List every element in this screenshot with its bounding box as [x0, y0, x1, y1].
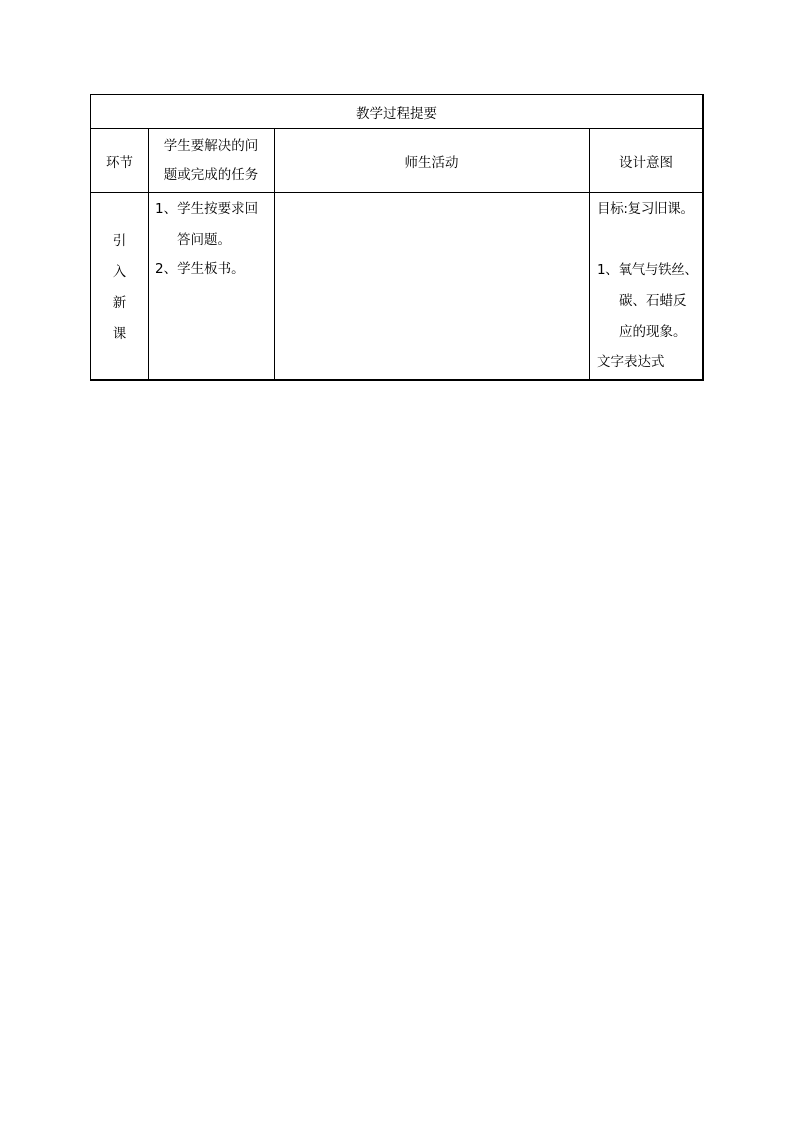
lesson-process-table [90, 94, 704, 381]
intent-point1-line3: 应的现象。 [619, 324, 687, 340]
table-title: 教学过程提要 [91, 95, 702, 129]
header-student-task-line1: 学生要解决的问 [163, 137, 259, 154]
intent-point1-line1: 1、氧气与铁丝、 [597, 262, 698, 278]
intent-goal: 目标:复习旧课。 [597, 201, 694, 217]
segment-char: 新 [112, 295, 127, 311]
intent-point1-line2: 碳、石蜡反 [619, 293, 687, 309]
header-student-task-line2: 题或完成的任务 [163, 166, 259, 183]
task-item-1-line2: 答问题。 [177, 232, 231, 248]
activity-cell [274, 192, 589, 380]
task-item-1-line1: 1、学生按要求回 [155, 201, 259, 217]
header-design-intent: 设计意图 [619, 154, 673, 171]
header-segment: 环节 [106, 154, 133, 171]
student-tasks-cell [148, 192, 274, 380]
segment-introduce-new-lesson [91, 226, 148, 350]
intent-note: 文字表达式 [597, 354, 665, 370]
segment-char: 入 [112, 264, 127, 280]
segment-char: 课 [112, 326, 127, 342]
design-intent-cell [589, 192, 705, 380]
header-teacher-student-activity: 师生活动 [404, 154, 459, 171]
segment-char: 引 [112, 233, 127, 249]
task-item-2: 2、学生板书。 [155, 261, 245, 277]
header-student-task [148, 129, 274, 192]
